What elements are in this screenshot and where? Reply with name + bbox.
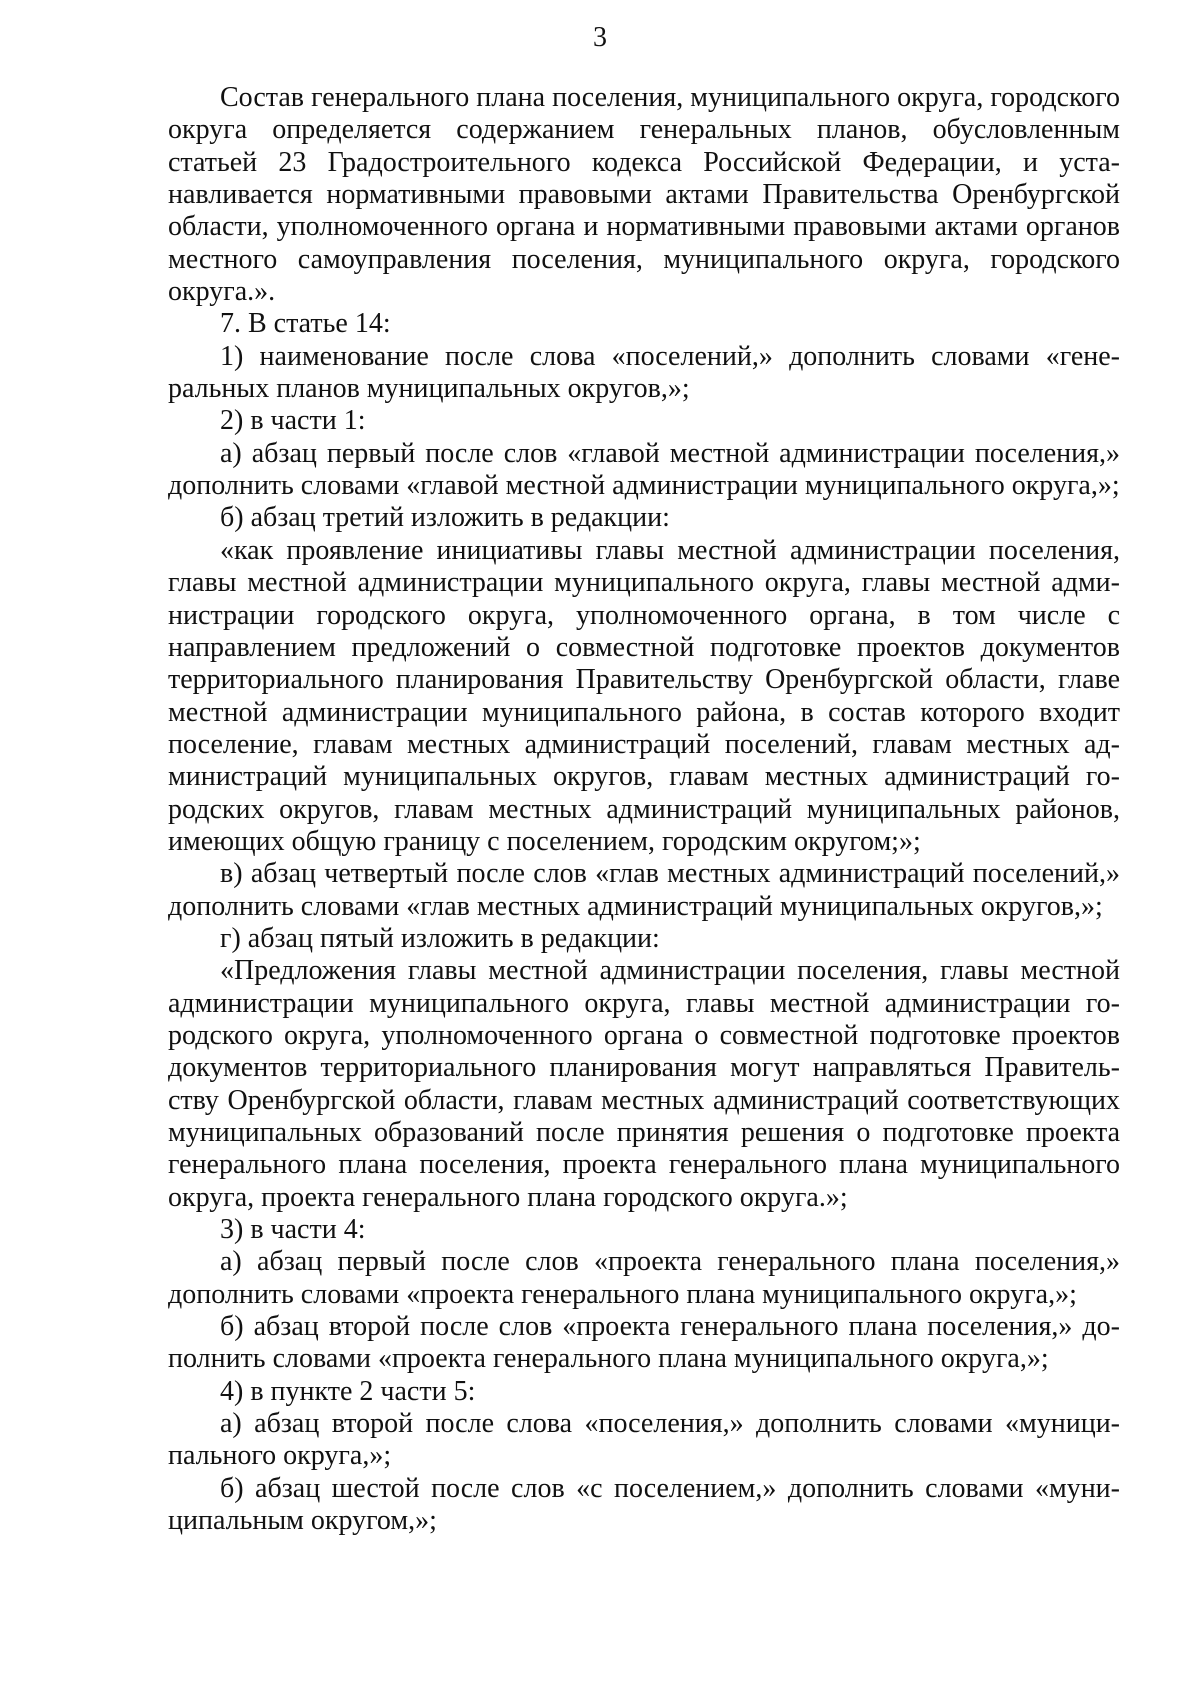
paragraph: б) абзац второй после слов «проекта генерального плана поселения,» дополнить словами «проекта генерального плана муниципального округа,»; bbox=[168, 1311, 1120, 1375]
paragraph: 4) в пункте 2 части 5: bbox=[220, 1375, 476, 1407]
paragraph: «как проявление инициативы главы местной администрации поселения, главы местной администрации муниципального округа, главы местной администрации городского округа, уполномоченного органа, в том числе с направлением предложений о совместной подготовке проектов документов территориального планирования Правительству Оренбургской области, главе местной администрации муниципального района, в состав которого входит поселение, главам местных администраций поселений, главам местных администраций муниципальных округов, главам местных администраций городских округов, главам местных администраций муниципальных районов, имеющих общую границу с поселением, городским округом;»; bbox=[168, 534, 1120, 857]
paragraph: 7. В статье 14: bbox=[220, 308, 391, 340]
paragraph: «Предложения главы местной администрации поселения, главы местной администрации муниципального округа, главы местной администрации городского округа, уполномоченного органа о совместной подготовке проектов документов территориального планирования могут направляться Правительству Оренбургской области, главам местных администраций соответствующих муниципальных образований после принятия решения о подготовке проекта генерального плана поселения, проекта генерального плана муниципального округа, проекта генерального плана городского округа.»; bbox=[168, 955, 1120, 1213]
paragraph: а) абзац второй после слова «поселения,» дополнить словами «муниципального округа,»; bbox=[168, 1408, 1120, 1472]
paragraph: б) абзац шестой после слов «с поселением,» дополнить словами «муниципальным округом,»; bbox=[168, 1472, 1120, 1537]
paragraph: а) абзац первый после слов «главой местной администрации поселения,» дополнить словами «главой местной администрации муниципального округа,»; bbox=[168, 437, 1120, 502]
paragraph: г) абзац пятый изложить в редакции: bbox=[220, 922, 660, 954]
document-body bbox=[168, 82, 1120, 1537]
paragraph: Состав генерального плана поселения, муниципального округа, городского округа определяется содержанием генеральных планов, обусловленным статьей 23 Градостроительного кодекса Российской Федерации, и устанавливается нормативными правовыми актами Правительства Оренбургской области, уполномоченного органа и нормативными правовыми актами органов местного самоуправления поселения, муниципального округа, городского округа.». bbox=[168, 82, 1120, 308]
page-number: 3 bbox=[593, 22, 607, 53]
paragraph: 1) наименование после слова «поселений,» дополнить словами «генеральных планов муниципальных округов,»; bbox=[168, 340, 1120, 405]
paragraph: б) абзац третий изложить в редакции: bbox=[220, 502, 670, 534]
paragraph: а) абзац первый после слов «проекта генерального плана поселения,» дополнить словами «проекта генерального плана муниципального округа,»; bbox=[168, 1246, 1120, 1310]
paragraph: 3) в части 4: bbox=[220, 1214, 366, 1246]
paragraph: 2) в части 1: bbox=[220, 405, 366, 437]
paragraph: в) абзац четвертый после слов «глав местных администраций поселений,» дополнить словами «глав местных администраций муниципальных округов,»; bbox=[168, 858, 1120, 922]
